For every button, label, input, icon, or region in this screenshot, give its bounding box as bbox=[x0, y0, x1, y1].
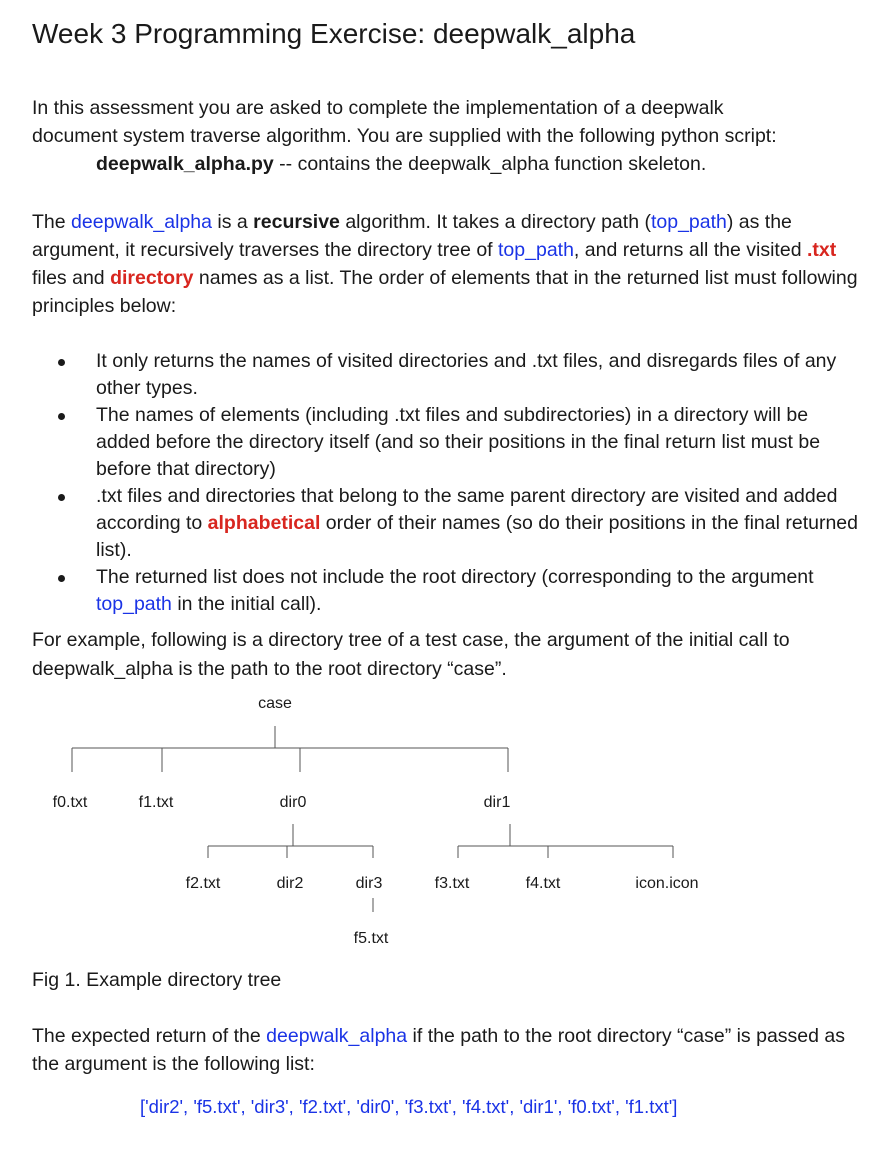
bullet-icon bbox=[58, 575, 65, 582]
desc-text: The bbox=[32, 211, 72, 233]
tree-node-dir0: dir0 bbox=[279, 794, 307, 811]
alphabetical-keyword: alphabetical bbox=[207, 512, 321, 534]
expected-text: The expected return of the bbox=[32, 1025, 267, 1047]
tree-node-f1: f1.txt bbox=[138, 794, 174, 811]
tree-node-f4: f4.txt bbox=[525, 875, 561, 892]
tree-node-f0: f0.txt bbox=[52, 794, 88, 811]
intro-paragraph bbox=[32, 94, 862, 178]
figure-caption: Fig 1. Example directory tree bbox=[32, 969, 282, 991]
expected-result-list: ['dir2', 'f5.txt', 'dir3', 'f2.txt', 'dir0', 'f3.txt', 'f4.txt', 'dir1', 'f0.txt', 'f1.txt'] bbox=[140, 1096, 678, 1117]
tree-node-dir2: dir2 bbox=[276, 875, 304, 892]
bullet-text: The returned list does not include the root directory (corresponding to the argument bbox=[96, 566, 814, 588]
expected-text: if the path to the root directory “case” is passed as the argument is the following list: bbox=[32, 1025, 845, 1075]
tree-node-icon: icon.icon bbox=[635, 875, 699, 892]
expected-paragraph bbox=[32, 1022, 862, 1078]
bullet-text: order of their names (so do their positions in the final returned list). bbox=[96, 512, 858, 561]
list-item bbox=[32, 564, 862, 618]
directory-keyword: directory bbox=[110, 267, 194, 289]
recursive-keyword: recursive bbox=[253, 211, 340, 233]
bullet-text: It only returns the names of visited directories and .txt files, and disregards files of any other types. bbox=[96, 350, 837, 399]
example-paragraph: For example, following is a directory tree of a test case, the argument of the initial call to deepwalk_alpha is the path to the root directory “case”. bbox=[32, 629, 790, 680]
func-name: deepwalk_alpha bbox=[266, 1025, 408, 1047]
desc-text: files and bbox=[32, 267, 111, 289]
bullet-text: The names of elements (including .txt files and subdirectories) in a directory will be added before the directory itself (and so their positions in the final return list must be before that directory) bbox=[96, 404, 821, 480]
desc-text: algorithm. It takes a directory path ( bbox=[339, 211, 651, 233]
tree-node-dir1: dir1 bbox=[483, 794, 511, 811]
intro-line-1: In this assessment you are asked to complete the implementation of a deepwalk bbox=[32, 97, 724, 119]
bullet-icon bbox=[58, 494, 65, 501]
list-item bbox=[32, 402, 862, 483]
desc-text: names as a list. The order of elements that in the returned list must following principles below: bbox=[32, 267, 858, 317]
principles-list bbox=[32, 348, 862, 618]
txt-keyword: .txt bbox=[806, 239, 837, 261]
desc-text: is a bbox=[211, 211, 254, 233]
desc-text: ) as the argument, it recursively traverses the directory tree of bbox=[32, 211, 792, 261]
tree-node-f3: f3.txt bbox=[434, 875, 470, 892]
tree-node-f2: f2.txt bbox=[185, 875, 221, 892]
description-paragraph bbox=[32, 208, 862, 320]
bullet-icon bbox=[58, 359, 65, 366]
arg-name: top_path bbox=[650, 211, 727, 233]
file-name: deepwalk_alpha.py bbox=[96, 153, 274, 175]
desc-text: , and returns all the visited bbox=[573, 239, 807, 261]
func-name: deepwalk_alpha bbox=[71, 211, 212, 233]
bullet-text: .txt files and directories that belong to the same parent directory are visited and added according to bbox=[96, 485, 838, 534]
bullet-icon bbox=[58, 413, 65, 420]
page-title: Week 3 Programming Exercise: deepwalk_alpha bbox=[32, 18, 636, 49]
file-description: -- contains the deepwalk_alpha function skeleton. bbox=[273, 153, 707, 175]
directory-tree-diagram bbox=[0, 690, 886, 950]
arg-name: top_path bbox=[96, 593, 172, 615]
tree-node-case: case bbox=[258, 695, 292, 712]
tree-node-dir3: dir3 bbox=[355, 875, 383, 892]
bullet-text: in the initial call). bbox=[171, 593, 322, 615]
list-item bbox=[32, 348, 862, 402]
list-item bbox=[32, 483, 862, 564]
supplied-file-line bbox=[32, 150, 862, 178]
tree-node-f5: f5.txt bbox=[353, 930, 389, 947]
arg-name: top_path bbox=[498, 239, 574, 261]
intro-line-2: document system traverse algorithm. You are supplied with the following python script: bbox=[32, 125, 777, 147]
